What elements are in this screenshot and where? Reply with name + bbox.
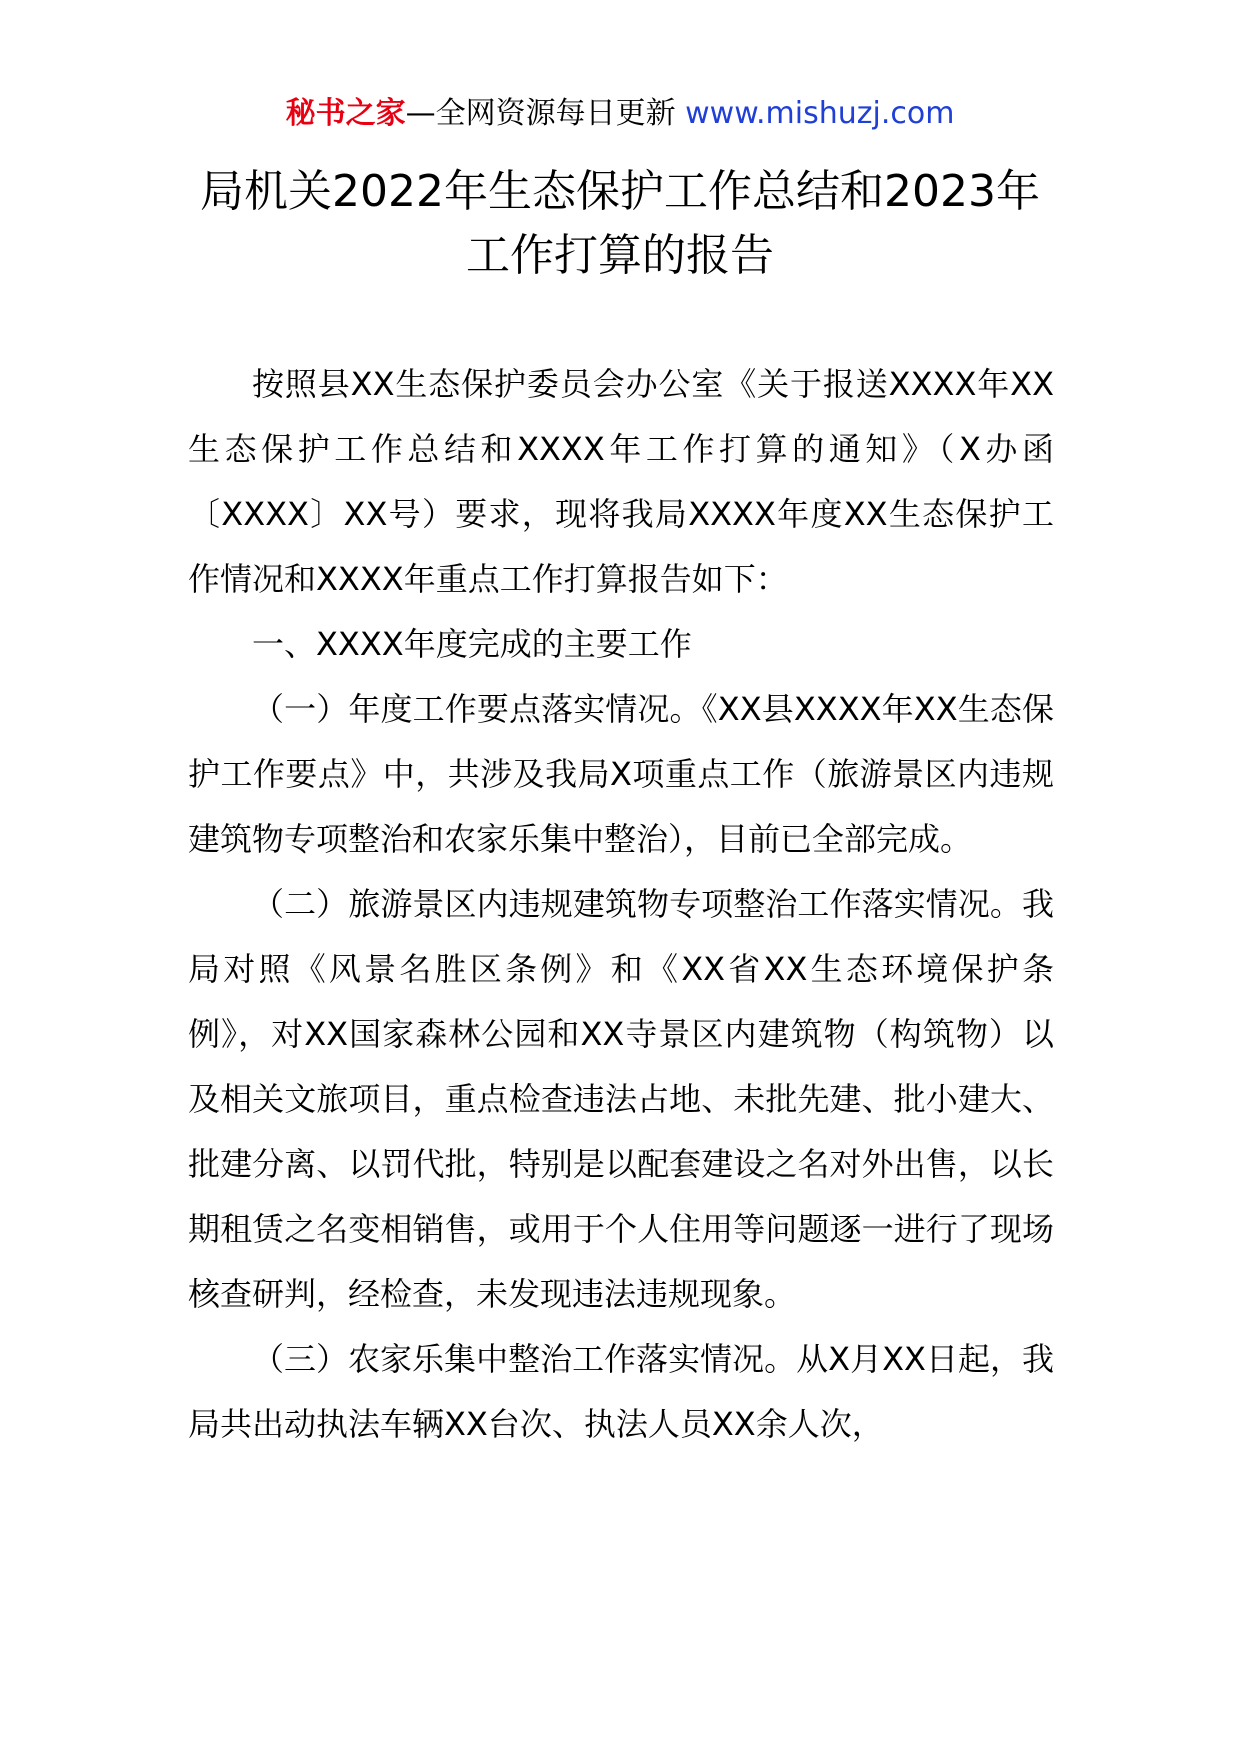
subsection-paragraph-1: （一）年度工作要点落实情况。《XX县XXXX年XX生态保护工作要点》中，共涉及我局X项重点工作（旅游景区内违规建筑物专项整治和农家乐集中整治），目前已全部完成。 <box>188 690 1054 858</box>
watermark-header <box>0 92 1240 136</box>
site-url: www.mishuzj.com <box>685 96 955 131</box>
subsection-paragraph-2: （二）旅游景区内违规建筑物专项整治工作落实情况。我局对照《风景名胜区条例》和《XX省XX生态环境保护条例》，对XX国家森林公园和XX寺景区内建筑物（构筑物）以及相关文旅项目，重点检查违法占地、未批先建、批小建大、批建分离、以罚代批，特别是以配套建设之名对外出售，以长期租赁之名变相销售，或用于个人住用等问题逐一进行了现场核查研判，经检查，未发现违法违规现象。 <box>188 885 1054 1313</box>
title-line-1: 局机关2022年生态保护工作总结和2023年 <box>200 166 1040 217</box>
header-tagline: —全网资源每日更新 <box>405 96 686 131</box>
title-line-2: 工作打算的报告 <box>466 230 774 281</box>
subsection-paragraph-3: （三）农家乐集中整治工作落实情况。从X月XX日起，我局共出动执法车辆XX台次、执法人员XX余人次， <box>188 1340 1054 1443</box>
document-body <box>188 352 1054 1457</box>
document-title <box>160 160 1080 288</box>
intro-paragraph: 按照县XX生态保护委员会办公室《关于报送XXXX年XX生态保护工作总结和XXXX年工作打算的通知》（X办函〔XXXX〕XX号）要求，现将我局XXXX年度XX生态保护工作情况和XXXX年重点工作打算报告如下： <box>188 365 1054 598</box>
section-heading-1: 一、XXXX年度完成的主要工作 <box>252 625 692 663</box>
brand-name: 秘书之家 <box>285 96 406 131</box>
